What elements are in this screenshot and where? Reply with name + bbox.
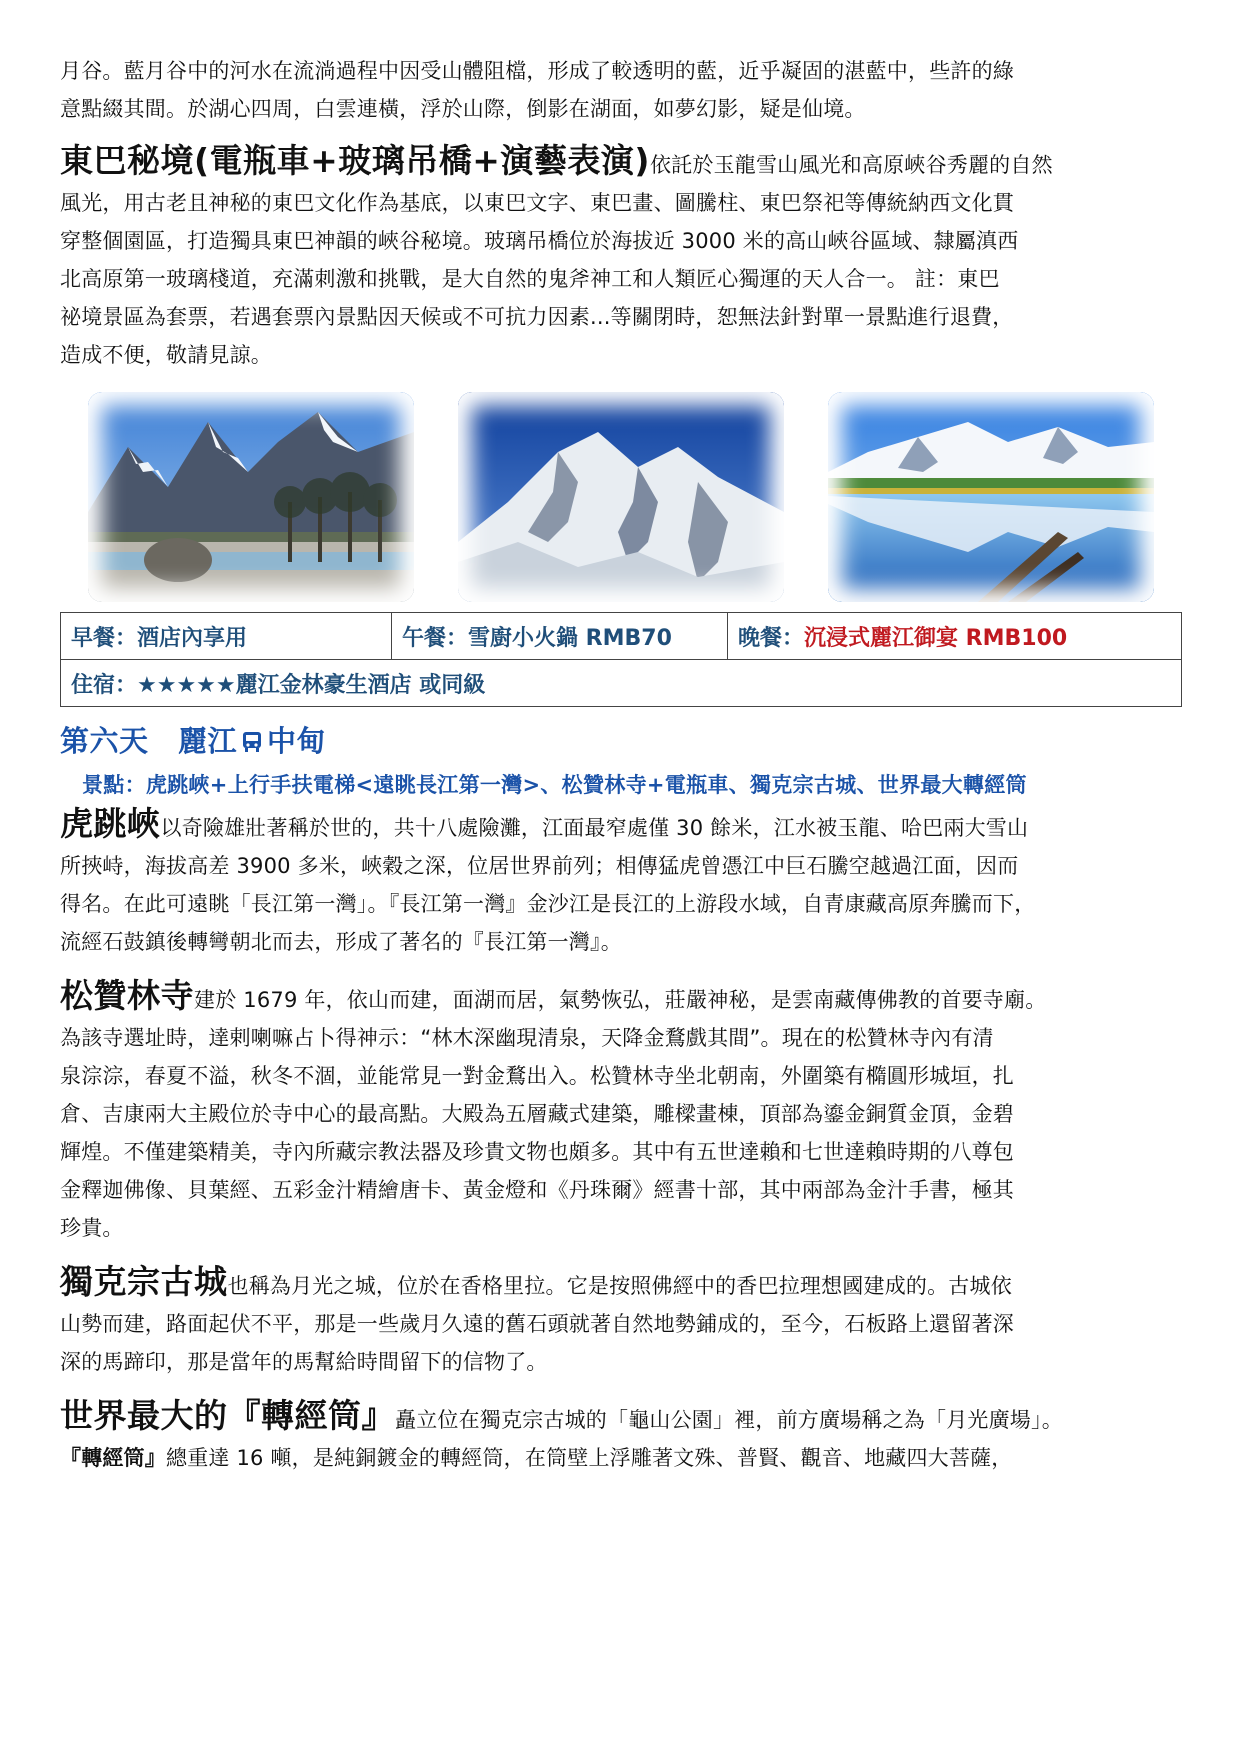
prayerwheel-line2-bold: 『轉經筒』 [60, 1446, 166, 1470]
tiger-line-2: 得名。在此可遠眺「長江第一灣」。『長江第一灣』金沙江是長江的上游段水域，自青康藏高原奔騰而下， [60, 892, 1036, 916]
dongba-title: 東巴秘境(電瓶車+玻璃吊橋+演藝表演) [60, 141, 650, 180]
mountain-lake-reflection-photo [828, 392, 1154, 602]
intro-line-2: 意點綴其間。於湖心四周，白雲連橫，浮於山際，倒影在湖面，如夢幻影，疑是仙境。 [60, 97, 866, 121]
prayerwheel-paragraph [60, 1397, 1182, 1477]
lunch-cell: 午餐：雪廚小火鍋 RMB70 [392, 613, 728, 660]
dinner-label: 晚餐： [738, 625, 805, 651]
table-row [61, 613, 1182, 660]
prayerwheel-title: 世界最大的『轉經筒』 [60, 1396, 395, 1435]
songzanlin-line-5: 金釋迦佛像、貝葉經、五彩金汁精繪唐卡、黃金燈和《丹珠爾》經書十部，其中兩部為金汁手書，極其 [60, 1178, 1014, 1202]
songzanlin-line-2: 泉淙淙，春夏不溢，秋冬不涸，並能常見一對金鶩出入。松贊林寺坐北朝南，外圍築有橢圓形城垣，扎 [60, 1064, 1014, 1088]
tiger-first-line: 以奇險雄壯著稱於世的，共十八處險灘，江面最窄處僅 30 餘米，江水被玉龍、哈巴兩大雪山 [160, 816, 1029, 840]
dinner-cell [728, 613, 1182, 660]
dongba-line-4: 祕境景區為套票，若遇套票內景點因天候或不可抗力因素...等關閉時，恕無法針對單一景點進行退費， [60, 305, 1014, 329]
day6-title-part-a: 第六天 麗江 [60, 724, 238, 758]
table-row [61, 660, 1182, 707]
intro-line-1: 月谷。藍月谷中的河水在流淌過程中因受山體阻檔，形成了較透明的藍，近乎凝固的湛藍中，些許的綠 [60, 59, 1014, 83]
dongba-line-1: 風光，用古老且神秘的東巴文化作為基底，以東巴文字、東巴畫、圖騰柱、東巴祭祀等傳統納西文化貫 [60, 191, 1014, 215]
songzanlin-paragraph [60, 977, 1182, 1247]
songzanlin-line-6: 珍貴。 [60, 1216, 124, 1240]
songzanlin-line-1: 為該寺選址時，達剌喇嘛占卜得神示：“林木深幽現清泉，天降金鶩戲其間”。現在的松贊林寺內有清 [60, 1026, 994, 1050]
tiger-line-3: 流經石鼓鎮後轉彎朝北而去，形成了著名的『長江第一灣』。 [60, 930, 622, 954]
dukezong-title: 獨克宗古城 [60, 1262, 228, 1301]
dukezong-paragraph [60, 1263, 1182, 1381]
bus-icon [241, 727, 263, 761]
hotel-cell: 住宿：★★★★★麗江金林豪生酒店 或同級 [61, 660, 1182, 707]
tiger-line-1: 所挾峙，海拔高差 3900 多米，峽穀之深，位居世界前列；相傳猛虎曾憑江中巨石騰空越過江面，因而 [60, 854, 1019, 878]
dongba-line-3: 北高原第一玻璃棧道，充滿刺激和挑戰，是大自然的鬼斧神工和人類匠心獨運的天人合一。 註：東巴 [60, 267, 1000, 291]
songzanlin-line-4: 輝煌。不僅建築精美，寺內所藏宗教法器及珍貴文物也頗多。其中有五世達賴和七世達賴時期的八尊包 [60, 1140, 1014, 1164]
prayerwheel-first-line: 矗立位在獨克宗古城的「龜山公園」裡，前方廣場稱之為「月光廣場」。 [395, 1408, 1063, 1432]
dongba-paragraph [60, 142, 1182, 374]
songzanlin-first-line: 建於 1679 年，依山而建，面湖而居，氣勢恢弘，莊嚴神秘，是雲南藏傳佛教的首要寺廟。 [194, 988, 1047, 1012]
dongba-line-5: 造成不便，敬請見諒。 [60, 343, 272, 367]
intro-paragraph [60, 52, 1182, 128]
tiger-title: 虎跳峽 [60, 804, 161, 843]
dukezong-first-line: 也稱為月光之城，位於在香格里拉。它是按照佛經中的香巴拉理想國建成的。古城依 [227, 1274, 1012, 1298]
day6-sights: 景點：虎跳峽+上行手扶電梯<遠眺長江第一灣>、松贊林寺+電瓶車、獨克宗古城、世界最大轉經筒 [82, 773, 1027, 797]
tiger-paragraph [60, 805, 1182, 961]
snow-mountain-valley-photo [88, 392, 414, 602]
dukezong-line-2: 深的馬蹄印，那是當年的馬幫給時間留下的信物了。 [60, 1350, 548, 1374]
day6-title [60, 719, 1182, 761]
dongba-first-line: 依託於玉龍雪山風光和高原峽谷秀麗的自然 [649, 153, 1053, 177]
photo-row [60, 392, 1182, 602]
breakfast-cell: 早餐：酒店內享用 [61, 613, 392, 660]
prayerwheel-line2-rest: 總重達 16 噸，是純銅鍍金的轉經筒，在筒壁上浮雕著文殊、普賢、觀音、地藏四大菩薩， [166, 1446, 1013, 1470]
snow-peak-photo [458, 392, 784, 602]
dinner-value: 沉浸式麗江御宴 RMB100 [804, 625, 1068, 651]
dukezong-line-1: 山勢而建，路面起伏不平，那是一些歲月久遠的舊石頭就著自然地勢鋪成的，至今，石板路上還留著深 [60, 1312, 1014, 1336]
songzanlin-line-3: 倉、吉康兩大主殿位於寺中心的最高點。大殿為五層藏式建築，雕樑畫棟，頂部為鎏金銅質金頂，金碧 [60, 1102, 1014, 1126]
dongba-line-2: 穿整個園區，打造獨具東巴神韻的峽谷秘境。玻璃吊橋位於海拔近 3000 米的高山峽谷區域、隸屬滇西 [60, 229, 1019, 253]
meals-table [60, 612, 1182, 707]
day6-title-part-b: 中甸 [267, 724, 327, 758]
songzanlin-title: 松贊林寺 [60, 976, 194, 1015]
document-page [60, 52, 1182, 1477]
